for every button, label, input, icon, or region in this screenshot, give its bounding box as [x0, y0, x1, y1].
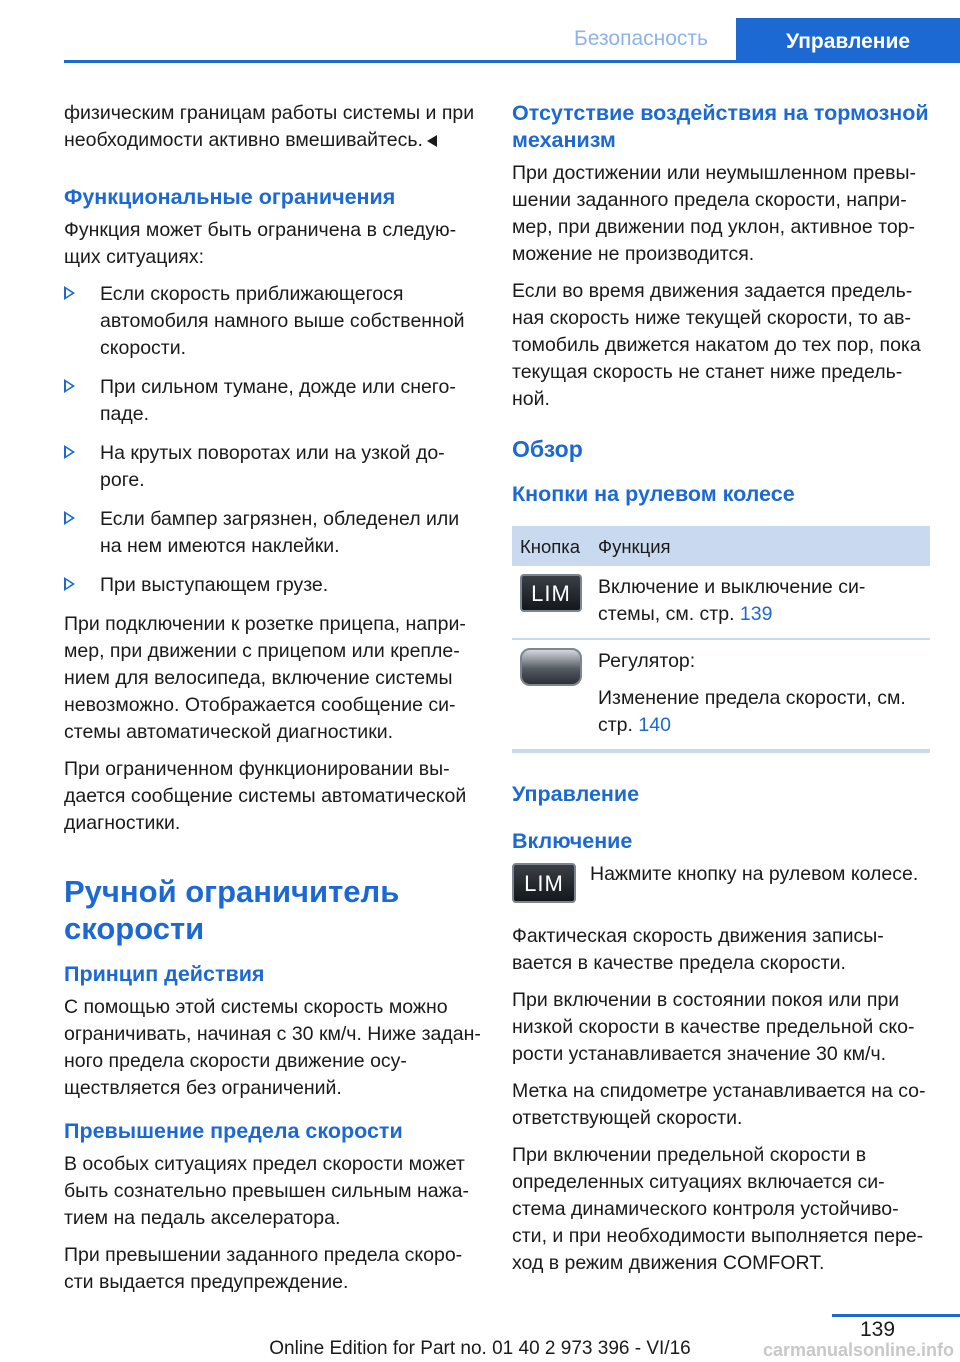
intro-text: физическим границам работы системы и при необходимости активно вмешивайтесь. [64, 102, 475, 151]
bullet-triangle-icon [64, 577, 75, 591]
enable-heading: Включение [512, 829, 633, 853]
no-brake-text-2: Если во время движения задается предель-ная скорость ниже текущей скорости, то ав-томобиль движется накатом до тех пор, пока текущая скорость не станет ниже предель-ной. [512, 280, 921, 410]
list-item: При сильном тумане, дожде или снего-паде. [64, 374, 482, 428]
regulator-title: Регулятор: [598, 650, 696, 672]
rocker-switch-icon [520, 648, 582, 686]
lim-button-icon: LIM [512, 863, 576, 903]
tab-controls[interactable]: Управление [736, 18, 960, 63]
enable-text: Нажмите кнопку на рулевом колесе. [590, 863, 919, 885]
list-item: Если скорость приближающегося автомобиля намного выше собственной скорости. [64, 281, 482, 362]
wheel-buttons-table [512, 526, 930, 753]
no-brake-heading: Отсутствие воздействия на тормозной механизм [512, 101, 929, 152]
enable-para-1: Фактическая скорость движения записы-вается в качестве предела скорости. [512, 925, 884, 974]
table-cell-function: Включение и выключение си-стемы, см. стр. 139 [590, 566, 930, 639]
list-item: При выступающем грузе. [64, 572, 482, 599]
bullet-triangle-icon [64, 445, 75, 459]
page-link[interactable]: 140 [638, 714, 671, 736]
page-number: 139 [860, 1318, 896, 1341]
lim-button-icon: LIM [520, 574, 582, 612]
page-link[interactable]: 139 [739, 603, 773, 625]
bullet-triangle-icon [64, 286, 75, 300]
table-row [512, 566, 930, 639]
enable-para-2: При включении в состоянии покоя или при низкой скорости в качестве предельной ско-рости устанавливается значение 30 км/ч. [512, 989, 915, 1065]
end-marker-icon [427, 135, 437, 147]
control-heading: Управление [512, 782, 640, 806]
limits-list [64, 281, 482, 599]
table-header-row [512, 526, 930, 566]
bullet-triangle-icon [64, 379, 75, 393]
exceed-text-2: При превышении заданного предела скоро-сти выдается предупреждение. [64, 1244, 463, 1293]
overview-heading: Обзор [512, 436, 583, 462]
table-cell-function [590, 639, 930, 751]
principle-text: С помощью этой системы скорость можно ограничивать, начиная с 30 км/ч. Ниже задан-ного предела скорости движение осу-ществляется без ограничений. [64, 996, 481, 1099]
enable-para-3: Метка на спидометре устанавливается на со-ответствующей скорости. [512, 1080, 926, 1129]
left-column [64, 100, 482, 1306]
right-column [512, 100, 930, 1287]
table-cell-icon [512, 639, 590, 751]
edition-footer: Online Edition for Part no. 01 40 2 973 396 - VI/16 [269, 1338, 691, 1359]
func-limits-heading: Функциональные ограничения [64, 185, 396, 209]
no-brake-text-1: При достижении или неумышленном превы-шении заданного предела скорости, напри-мер, при движении под уклон, активное тор-можение не производится. [512, 162, 916, 265]
watermark: carmanualsonline.info [762, 1340, 954, 1360]
wheel-buttons-heading: Кнопки на рулевом колесе [512, 482, 795, 506]
trailer-text: При подключении к розетке прицепа, напри-мер, при движении с прицепом или крепле-нием для велосипеда, включение системы невозможно. Отображается сообщение си-стемы автоматической диагностики. [64, 613, 466, 743]
col-header-function: Функция [590, 526, 930, 566]
bullet-triangle-icon [64, 511, 75, 525]
principle-heading: Принцип действия [64, 962, 265, 986]
regulator-text: Изменение предела скорости, см. стр. 140 [598, 687, 906, 736]
footer-rule [832, 1314, 960, 1317]
list-item: Если бампер загрязнен, обледенел или на нем имеются наклейки. [64, 506, 482, 560]
table-row [512, 639, 930, 751]
exceed-text-1: В особых ситуациях предел скорости может быть сознательно превышен сильным нажа-тием на педаль акселератора. [64, 1153, 469, 1229]
list-item: На крутых поворотах или на узкой до-роге. [64, 440, 482, 494]
col-header-button: Кнопка [512, 526, 590, 566]
table-cell-icon [512, 566, 590, 639]
func-limits-text: Функция может быть ограничена в следую-щих ситуациях: [64, 219, 457, 268]
tab-safety[interactable]: Безопасность [574, 27, 708, 50]
exceed-heading: Превышение предела скорости [64, 1119, 403, 1143]
enable-para-4: При включении предельной скорости в определенных ситуациях включается си-стема динамического контроля устойчиво-сти, и при необходимости выполняется пере-ход в режим движения COMFORT. [512, 1144, 924, 1274]
enable-row [512, 861, 930, 903]
limited-text: При ограниченном функционировании вы-дается сообщение системы автоматической диагностики. [64, 758, 467, 834]
section-title: Ручной ограничитель скорости [64, 874, 400, 946]
